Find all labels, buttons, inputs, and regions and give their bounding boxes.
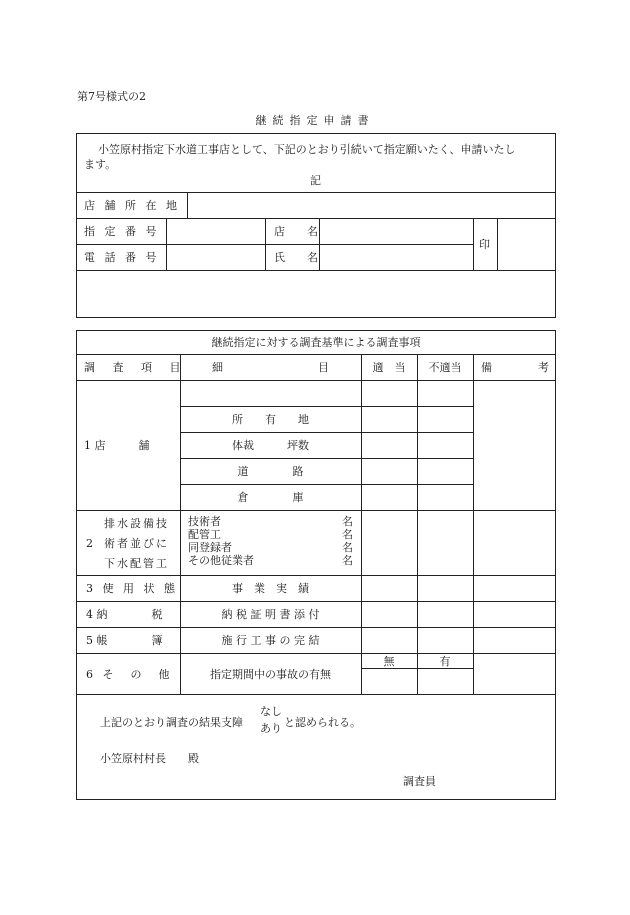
other-item-label: 6 そ の 他 bbox=[86, 668, 173, 681]
drainage-label-line2: 術者並びに bbox=[104, 537, 169, 550]
designation-number-label: 指 定 番 号 bbox=[84, 225, 160, 238]
intro-text-line2: ます。 bbox=[84, 158, 117, 171]
tax-detail: 納 税 証 明 書 添 付 bbox=[221, 608, 320, 621]
store-name-field[interactable] bbox=[320, 219, 472, 243]
store-detail-ownership: 所 有 地 bbox=[232, 413, 309, 426]
seal-label: 印 bbox=[479, 238, 490, 251]
application-notes-field[interactable] bbox=[77, 271, 554, 316]
ki-label: 記 bbox=[310, 174, 321, 187]
document-title: 継続指定申請書 bbox=[255, 114, 375, 127]
conclusion-option-none: なし bbox=[260, 705, 282, 718]
header-detail-left: 細 bbox=[212, 361, 223, 374]
store-location-field[interactable] bbox=[188, 193, 554, 217]
header-detail-right: 目 bbox=[318, 361, 329, 374]
store-detail-road: 道 路 bbox=[237, 465, 304, 478]
usage-detail: 事 業 実 績 bbox=[232, 582, 309, 595]
addressee: 小笠原村村長 殿 bbox=[100, 752, 199, 765]
staff-registered-label: 同登録者 bbox=[188, 541, 232, 554]
drainage-label-line3: 下水配管工 bbox=[104, 557, 169, 570]
tax-item-label: 4 納 税 bbox=[86, 608, 163, 621]
staff-technician-unit: 名 bbox=[342, 515, 353, 528]
form-number: 第7号様式の2 bbox=[77, 90, 146, 103]
other-exists-label: 有 bbox=[439, 655, 451, 668]
staff-plumber-unit: 名 bbox=[342, 528, 353, 541]
person-name-field[interactable] bbox=[320, 245, 472, 269]
staff-plumber-label: 配管工 bbox=[188, 528, 221, 541]
store-item-label: 1 店 舗 bbox=[84, 439, 150, 452]
store-location-label: 店 舗 所 在 地 bbox=[84, 199, 180, 212]
conclusion-text-before: 上記のとおり調査の結果支障 bbox=[100, 716, 243, 729]
usage-item-label: 3 使 用 状 態 bbox=[86, 582, 178, 595]
seal-field[interactable] bbox=[498, 219, 554, 269]
header-remarks-right: 考 bbox=[538, 361, 549, 374]
other-detail: 指定期間中の事故の有無 bbox=[210, 668, 331, 681]
staff-other-label: その他従業者 bbox=[188, 554, 254, 567]
store-detail-appearance: 体裁 坪数 bbox=[232, 439, 309, 452]
intro-text-line1: 小笠原村指定下水道工事店として、下記のとおり引続いて指定願いたく、申請いたし bbox=[98, 143, 516, 156]
store-name-label: 店 名 bbox=[274, 225, 318, 238]
conclusion-text-after: と認められる。 bbox=[284, 716, 361, 729]
header-applicable: 適 当 bbox=[372, 361, 406, 374]
staff-registered-unit: 名 bbox=[342, 541, 353, 554]
survey-heading: 継続指定に対する調査基準による調査事項 bbox=[211, 336, 421, 349]
staff-other-unit: 名 bbox=[342, 554, 353, 567]
store-detail-warehouse: 倉 庫 bbox=[237, 491, 304, 504]
phone-number-label: 電 話 番 号 bbox=[84, 251, 160, 264]
header-remarks-left: 備 bbox=[481, 361, 492, 374]
investigator-label: 調査員 bbox=[403, 775, 436, 788]
person-name-label: 氏 名 bbox=[274, 251, 318, 264]
header-survey-item: 調 査 項 目 bbox=[84, 361, 188, 374]
header-inapplicable: 不適当 bbox=[428, 361, 462, 374]
other-none-label: 無 bbox=[383, 655, 395, 668]
phone-number-field[interactable] bbox=[167, 245, 264, 269]
ledger-item-label: 5 帳 簿 bbox=[86, 634, 163, 647]
drainage-item-number: 2 bbox=[86, 537, 93, 550]
staff-technician-label: 技術者 bbox=[188, 515, 221, 528]
drainage-label-line1: 排水設備技 bbox=[104, 517, 169, 530]
conclusion-option-exists: あり bbox=[260, 722, 282, 735]
ledger-detail: 施 行 工 事 の 完 結 bbox=[221, 634, 320, 647]
designation-number-field[interactable] bbox=[167, 219, 264, 243]
